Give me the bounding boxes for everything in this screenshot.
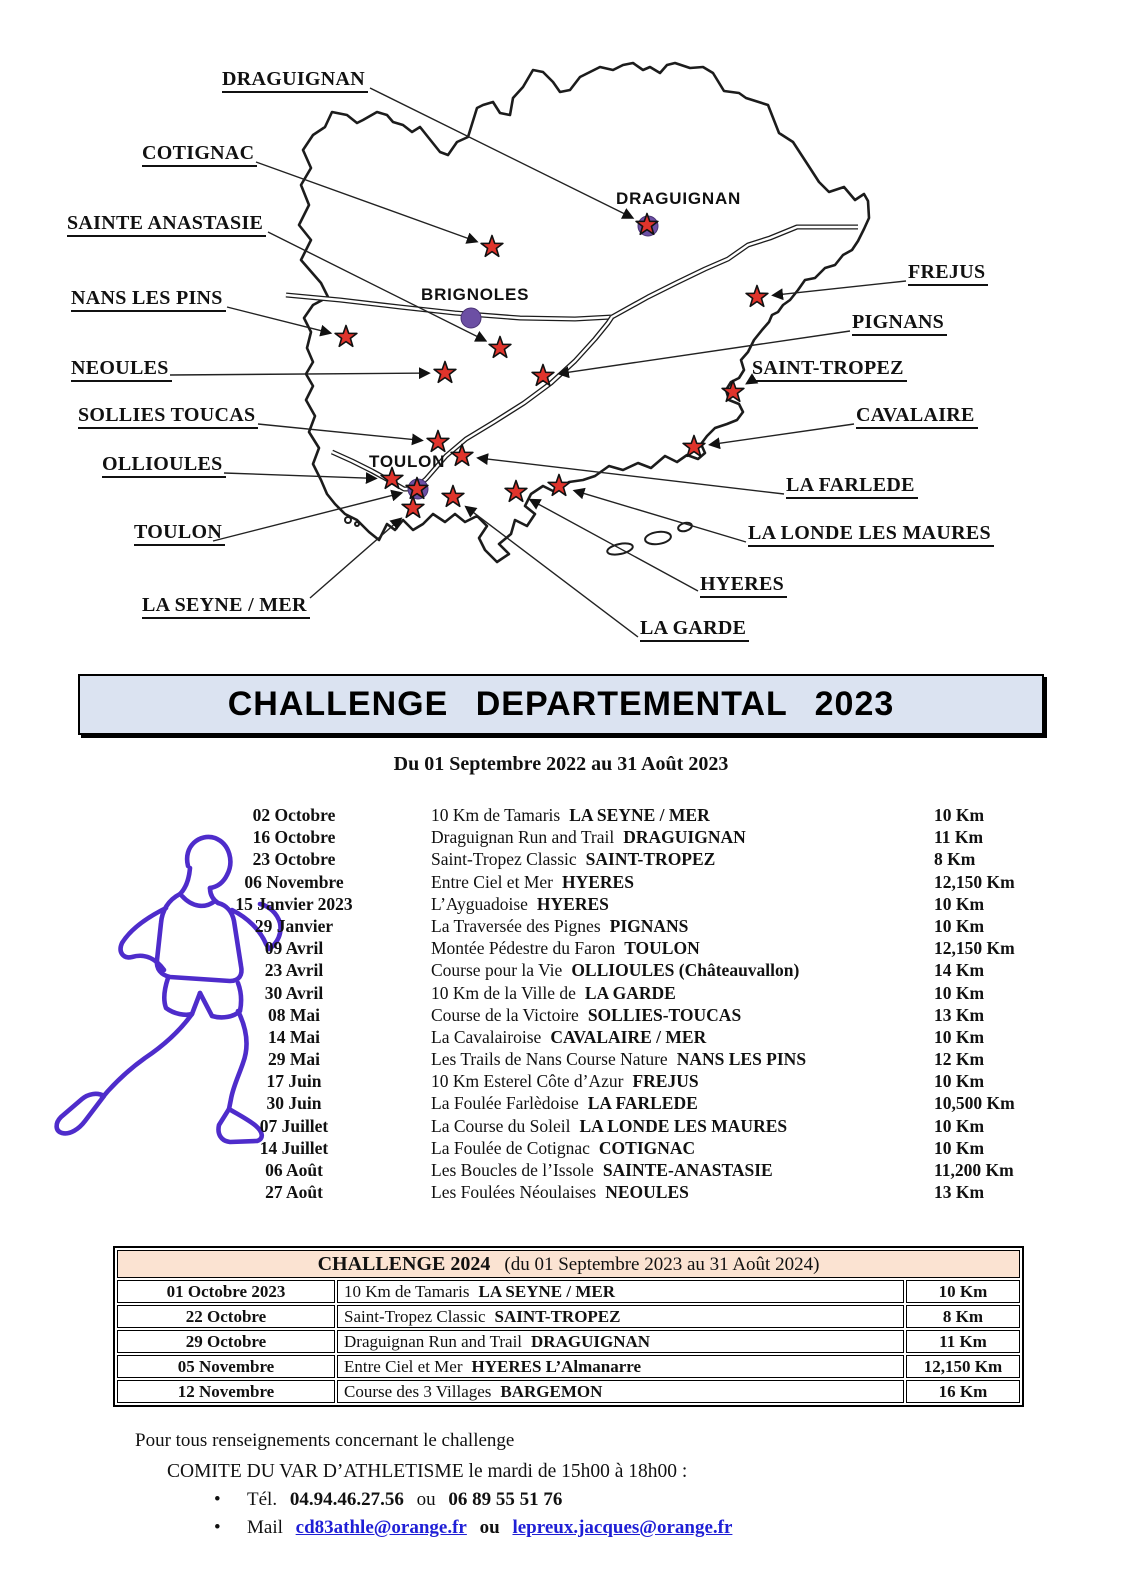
- event-distance: 10 Km: [934, 805, 985, 825]
- row-date: 29 Octobre: [117, 1330, 335, 1353]
- schedule-row: [0, 1138, 1122, 1160]
- map-label-la-garde: LA GARDE: [640, 617, 749, 642]
- schedule-2023: [0, 805, 1122, 1204]
- event-name: Les Foulées Néoulaises: [431, 1182, 597, 1203]
- schedule-row: [0, 1160, 1122, 1182]
- event-distance: 12,150 Km: [934, 938, 1015, 959]
- event-description: [431, 960, 799, 981]
- event-name: Montée Pédestre du Faron: [431, 938, 616, 959]
- phone-label: Tél.: [247, 1489, 278, 1510]
- event-name: Saint-Tropez Classic: [431, 849, 577, 870]
- schedule-row: [0, 849, 1122, 871]
- challenge-2024-header-row: [117, 1250, 1020, 1278]
- schedule-row: [0, 1005, 1122, 1027]
- event-distance: 10 Km: [934, 982, 985, 1003]
- phone-number-2: 06 89 55 51 76: [448, 1489, 563, 1510]
- event-distance: 14 Km: [934, 960, 985, 981]
- event-name: La Course du Soleil: [431, 1115, 571, 1136]
- row-event: [337, 1355, 904, 1378]
- event-date: 27 Août: [265, 1182, 323, 1203]
- event-city: LA GARDE: [584, 982, 676, 1003]
- leader-line-hyeres: [530, 500, 698, 591]
- event-description: [431, 1027, 706, 1048]
- event-distance: 8 Km: [934, 849, 976, 870]
- schedule-row: [0, 827, 1122, 849]
- row-event-city: DRAGUIGNAN: [531, 1331, 651, 1351]
- mail-label: Mail: [247, 1517, 283, 1538]
- event-date: 09 Avril: [264, 938, 324, 959]
- row-distance: 11 Km: [906, 1330, 1020, 1353]
- event-distance: 10 Km: [934, 915, 985, 936]
- challenge-2024-row: [117, 1355, 1020, 1378]
- event-name: Entre Ciel et Mer: [431, 871, 553, 892]
- event-description: [431, 1049, 806, 1070]
- row-date: 01 Octobre 2023: [117, 1280, 335, 1303]
- event-distance: 12,150 Km: [934, 871, 1015, 892]
- schedule-row: [0, 1049, 1122, 1071]
- row-event-name: Course des 3 Villages: [344, 1381, 492, 1401]
- challenge-2024-table: [113, 1246, 1024, 1407]
- event-date: 06 Novembre: [244, 871, 344, 892]
- map-label-draguignan: DRAGUIGNAN: [222, 68, 368, 93]
- event-city: LA LONDE LES MAURES: [579, 1115, 788, 1136]
- event-distance: 10 Km: [934, 893, 985, 914]
- event-name: 10 Km de la Ville de: [431, 982, 576, 1003]
- map-label-la-seyne-mer: LA SEYNE / MER: [142, 594, 310, 619]
- row-event-city: SAINT-TROPEZ: [494, 1306, 621, 1326]
- map-city-label-toulon: TOULON: [369, 452, 446, 471]
- challenge-2024-row: [117, 1330, 1020, 1353]
- event-name: La Foulée Farlèdoise: [431, 1093, 579, 1114]
- map-outline: [299, 63, 869, 562]
- challenge-2024-row: [117, 1280, 1020, 1303]
- event-city: LA SEYNE / MER: [569, 805, 710, 825]
- map-label-frejus: FREJUS: [908, 261, 988, 286]
- event-name: Les Trails de Nans Course Nature: [431, 1049, 668, 1070]
- event-description: [431, 1005, 741, 1026]
- event-date: 02 Octobre: [252, 805, 336, 825]
- event-city: NANS LES PINS: [676, 1049, 807, 1070]
- event-description: [431, 872, 634, 893]
- row-date: 05 Novembre: [117, 1355, 335, 1378]
- schedule-row: [0, 1071, 1122, 1093]
- event-name: 10 Km de Tamaris: [431, 805, 561, 825]
- event-distance: 13 Km: [934, 1004, 985, 1025]
- var-department-map: [0, 0, 1122, 692]
- phone-separator: ou: [416, 1489, 436, 1510]
- event-distance: 11 Km: [934, 827, 984, 848]
- event-description: [431, 938, 700, 959]
- phone-number-1: 04.94.46.27.56: [289, 1489, 404, 1510]
- row-event-name: 10 Km de Tamaris: [344, 1281, 470, 1301]
- event-name: La Traversée des Pignes: [431, 915, 601, 936]
- row-event: [337, 1280, 904, 1303]
- event-distance: 13 Km: [934, 1182, 985, 1203]
- row-distance: 10 Km: [906, 1280, 1020, 1303]
- event-date: 23 Octobre: [252, 849, 336, 870]
- row-distance: 16 Km: [906, 1380, 1020, 1403]
- map-label-cavalaire: CAVALAIRE: [856, 404, 978, 429]
- event-date: 14 Mai: [267, 1026, 320, 1047]
- challenge-2024-title: CHALLENGE 2024: [317, 1252, 491, 1275]
- mail-separator: ou: [479, 1517, 500, 1538]
- footer-info-line: Pour tous renseignements concernant le challenge: [135, 1430, 515, 1451]
- event-date: 07 Juillet: [259, 1115, 329, 1136]
- schedule-row: [0, 894, 1122, 916]
- event-city: FREJUS: [632, 1071, 699, 1092]
- event-name: L’Ayguadoise: [431, 893, 528, 914]
- event-date: 29 Mai: [267, 1049, 320, 1070]
- event-city: DRAGUIGNAN: [623, 827, 746, 848]
- map-label-la-farlede: LA FARLEDE: [786, 474, 918, 499]
- row-date: 12 Novembre: [117, 1380, 335, 1403]
- event-description: [431, 916, 688, 937]
- challenge-2024-row: [117, 1305, 1020, 1328]
- schedule-row: [0, 983, 1122, 1005]
- event-date: 23 Avril: [264, 960, 324, 981]
- challenge-2024-header: [117, 1250, 1020, 1278]
- row-event-city: BARGEMON: [500, 1381, 603, 1401]
- row-distance: 8 Km: [906, 1305, 1020, 1328]
- event-distance: 10 Km: [934, 1115, 985, 1136]
- row-date: 22 Octobre: [117, 1305, 335, 1328]
- map-label-pignans: PIGNANS: [852, 311, 947, 336]
- event-date: 08 Mai: [267, 1004, 320, 1025]
- event-city: PIGNANS: [609, 915, 689, 936]
- event-city: TOULON: [624, 938, 700, 959]
- map-city-label-brignoles: BRIGNOLES: [421, 285, 530, 304]
- footer-committee-line: COMITE DU VAR D’ATHLETISME le mardi de 15h00 à 18h00 :: [167, 1461, 688, 1482]
- event-date: 06 Août: [265, 1160, 323, 1180]
- map-label-ollioules: OLLIOULES: [102, 453, 226, 478]
- row-event: [337, 1305, 904, 1328]
- event-city: SOLLIES-TOUCAS: [587, 1004, 742, 1025]
- row-event: [337, 1330, 904, 1353]
- row-event-name: Draguignan Run and Trail: [344, 1331, 523, 1351]
- event-description: [431, 1160, 773, 1181]
- event-distance: 11,200 Km: [934, 1160, 1014, 1180]
- schedule-row: [0, 872, 1122, 894]
- period-subtitle: Du 01 Septembre 2022 au 31 Août 2023: [393, 753, 729, 775]
- row-distance: 12,150 Km: [906, 1355, 1020, 1378]
- event-name: La Foulée de Cotignac: [431, 1137, 590, 1158]
- schedule-row: [0, 960, 1122, 982]
- map-label-neoules: NEOULES: [71, 357, 172, 382]
- event-city: OLLIOULES (Châteauvallon): [571, 960, 800, 981]
- event-name: Course pour la Vie: [431, 960, 563, 981]
- event-description: [431, 1138, 695, 1159]
- event-name: 10 Km Esterel Côte d’Azur: [431, 1071, 624, 1092]
- event-name: Les Boucles de l’Issole: [431, 1160, 594, 1180]
- map-label-nans-les-pins: NANS LES PINS: [71, 287, 226, 312]
- event-distance: 10 Km: [934, 1026, 985, 1047]
- event-date: 30 Avril: [264, 982, 324, 1003]
- event-description: [431, 983, 676, 1004]
- event-city: HYERES: [561, 871, 634, 892]
- map-label-cotignac: COTIGNAC: [142, 142, 257, 167]
- map-label-la-londe-les-maures: LA LONDE LES MAURES: [748, 522, 994, 547]
- bullet-icon: •: [214, 1517, 221, 1538]
- leader-line-cavalaire: [710, 424, 854, 445]
- event-description: [431, 894, 609, 915]
- map-label-sollies-toucas: SOLLIES TOUCAS: [78, 404, 258, 429]
- row-event-city: HYERES L’Almanarre: [471, 1356, 642, 1376]
- banner-title: CHALLENGE DEPARTEMENTAL 2023: [227, 685, 895, 723]
- event-name: Course de la Victoire: [431, 1004, 579, 1025]
- event-description: [431, 849, 715, 870]
- event-description: [431, 1182, 689, 1203]
- event-distance: 10,500 Km: [934, 1093, 1015, 1114]
- event-date: 16 Octobre: [252, 827, 336, 848]
- leader-line-la-garde: [466, 507, 638, 637]
- row-event-name: Entre Ciel et Mer: [344, 1356, 463, 1376]
- event-city: CAVALAIRE / MER: [550, 1026, 707, 1047]
- email-link-2[interactable]: lepreux.jacques@orange.fr: [512, 1517, 733, 1538]
- event-distance: 10 Km: [934, 1071, 985, 1092]
- event-city: SAINT-TROPEZ: [585, 849, 716, 870]
- event-description: [431, 1116, 787, 1137]
- event-city: COTIGNAC: [598, 1137, 696, 1158]
- event-city: NEOULES: [605, 1182, 689, 1203]
- schedule-row: [0, 805, 1122, 827]
- row-event-name: Saint-Tropez Classic: [344, 1306, 486, 1326]
- bullet-icon: •: [214, 1489, 221, 1510]
- event-city: LA FARLEDE: [587, 1093, 698, 1114]
- map-label-saint-tropez: SAINT-TROPEZ: [752, 357, 907, 382]
- event-date: 14 Juillet: [259, 1137, 329, 1158]
- challenge-2024-row: [117, 1380, 1020, 1403]
- challenge-2024-subtitle: (du 01 Septembre 2023 au 31 Août 2024): [504, 1253, 820, 1275]
- row-event: [337, 1380, 904, 1403]
- email-link-1[interactable]: cd83athle@orange.fr: [295, 1517, 467, 1538]
- schedule-row: [0, 1027, 1122, 1049]
- footer-mail-line: [247, 1517, 740, 1539]
- leader-line-la-seyne-mer: [310, 519, 401, 599]
- event-date: 29 Janvier: [254, 915, 334, 936]
- schedule-row: [0, 938, 1122, 960]
- schedule-row: [0, 916, 1122, 938]
- map-label-toulon: TOULON: [134, 521, 225, 546]
- event-name: Draguignan Run and Trail: [431, 827, 615, 848]
- schedule-row: [0, 1093, 1122, 1115]
- event-date: 17 Juin: [266, 1071, 322, 1092]
- event-description: [431, 805, 710, 826]
- schedule-row: [0, 1116, 1122, 1138]
- event-city: SAINTE-ANASTASIE: [602, 1160, 773, 1180]
- row-event-city: LA SEYNE / MER: [478, 1281, 615, 1301]
- map-label-hyeres: HYERES: [700, 573, 787, 598]
- event-description: [431, 1071, 699, 1092]
- event-name: La Cavalairoise: [431, 1026, 542, 1047]
- event-description: [431, 827, 746, 848]
- event-distance: 12 Km: [934, 1049, 985, 1070]
- event-date: 15 Janvier 2023: [235, 893, 353, 914]
- event-city: HYERES: [536, 893, 609, 914]
- city-dot-brignoles: [461, 308, 481, 328]
- map-label-sainte-anastasie: SAINTE ANASTASIE: [67, 212, 266, 237]
- schedule-row: [0, 1182, 1122, 1204]
- footer-phone-line: [247, 1489, 570, 1511]
- event-distance: 10 Km: [934, 1137, 985, 1158]
- event-description: [431, 1093, 698, 1114]
- map-city-label-draguignan: DRAGUIGNAN: [616, 189, 742, 208]
- challenge-2023-banner: [78, 674, 1044, 735]
- event-date: 30 Juin: [266, 1093, 322, 1114]
